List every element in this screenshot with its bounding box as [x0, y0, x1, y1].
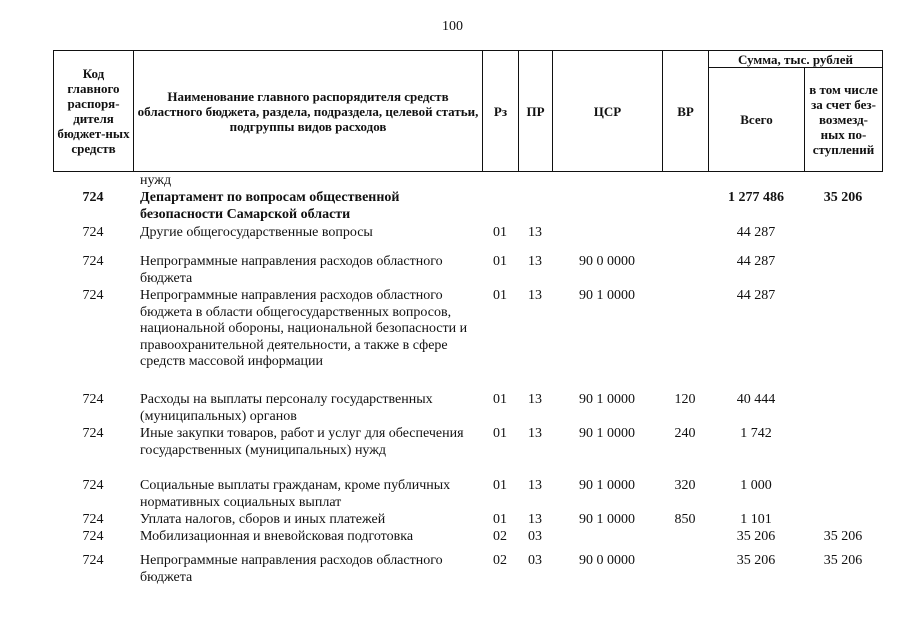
cell-pr: 13 [528, 288, 542, 303]
cell-free: 35 206 [823, 529, 863, 544]
cell-pr: 13 [528, 512, 542, 527]
cell-code: 724 [82, 225, 104, 240]
cell-total: 1 000 [740, 478, 772, 493]
header-code: Код главного распоря-дителя бюджет-ных средств [54, 51, 134, 172]
cell-code: 724 [82, 553, 104, 568]
table-header [53, 50, 883, 172]
cell-code: 724 [82, 426, 104, 441]
cell-pr: 13 [528, 225, 542, 240]
cell-vr: 120 [674, 392, 696, 407]
cell-rz: 01 [493, 392, 507, 407]
cell-rz: 01 [493, 478, 507, 493]
header-vr: ВР [663, 51, 709, 172]
cell-name: Непрограммные направления расходов областного бюджета [140, 553, 443, 585]
cell-name: Иные закупки товаров, работ и услуг для обеспечения государственных (муниципальных) нужд [140, 426, 464, 458]
cell-total: 40 444 [736, 392, 776, 407]
cell-csr: 90 0 0000 [579, 553, 635, 568]
cell-rz: 01 [493, 288, 507, 303]
cell-csr: 90 1 0000 [579, 426, 635, 441]
cell-rz: 01 [493, 426, 507, 441]
cell-csr: 90 1 0000 [579, 478, 635, 493]
cell-name: Непрограммные направления расходов областного бюджета [140, 254, 443, 286]
header-pr: ПР [519, 51, 553, 172]
cell-csr: 90 0 0000 [579, 254, 635, 269]
cell-total: 1 101 [740, 512, 772, 527]
cell-total: 35 206 [736, 529, 776, 544]
cell-csr: 90 1 0000 [579, 512, 635, 527]
cell-name: Мобилизационная и вневойсковая подготовка [140, 529, 414, 544]
cell-pr: 13 [528, 392, 542, 407]
cell-rz: 01 [493, 254, 507, 269]
header-free: в том числе за счет без-возмезд-ных по-ступлений [805, 68, 883, 172]
cell-name: Непрограммные направления расходов областного бюджета в области общегосударственных вопросов, национальной обороны, национальной безопасности и правоохранительной деятельности, а также в сфере средств массовой информации [140, 288, 468, 370]
cell-code: 724 [82, 529, 104, 544]
cell-rz: 01 [493, 225, 507, 240]
cell-csr: 90 1 0000 [579, 392, 635, 407]
cell-name: Расходы на выплаты персоналу государственных (муниципальных) органов [140, 392, 433, 424]
cell-pr: 03 [528, 553, 542, 568]
cell-total: 1 742 [740, 426, 772, 441]
page-number: 100 [442, 19, 463, 34]
cell-vr: 240 [674, 426, 696, 441]
cell-rz: 01 [493, 512, 507, 527]
header-rz: Рз [483, 51, 519, 172]
cell-csr: 90 1 0000 [579, 288, 635, 303]
cell-free: 35 206 [823, 190, 863, 205]
cell-code: 724 [82, 478, 104, 493]
header-sum: Сумма, тыс. рублей [709, 51, 883, 68]
cell-free: 35 206 [823, 553, 863, 568]
cell-pr: 13 [528, 478, 542, 493]
cell-name: нужд [140, 173, 172, 188]
cell-code: 724 [82, 288, 104, 303]
header-total: Всего [709, 68, 805, 172]
cell-total: 1 277 486 [728, 190, 784, 205]
header-csr: ЦСР [553, 51, 663, 172]
cell-code: 724 [82, 392, 104, 407]
cell-total: 35 206 [736, 553, 776, 568]
cell-total: 44 287 [736, 288, 776, 303]
cell-pr: 13 [528, 254, 542, 269]
cell-total: 44 287 [736, 225, 776, 240]
cell-vr: 850 [674, 512, 696, 527]
cell-total: 44 287 [736, 254, 776, 269]
cell-name: Социальные выплаты гражданам, кроме публичных нормативных социальных выплат [140, 478, 451, 510]
cell-name: Департамент по вопросам общественной безопасности Самарской области [140, 190, 400, 222]
cell-name: Уплата налогов, сборов и иных платежей [140, 512, 386, 527]
header-name: Наименование главного распорядителя средств областного бюджета, раздела, подраздела, целевой статьи, подгруппы видов расходов [134, 51, 483, 172]
cell-name: Другие общегосударственные вопросы [140, 225, 373, 240]
cell-pr: 03 [528, 529, 542, 544]
cell-code: 724 [82, 512, 104, 527]
cell-code: 724 [82, 190, 104, 205]
cell-pr: 13 [528, 426, 542, 441]
cell-rz: 02 [493, 529, 507, 544]
cell-rz: 02 [493, 553, 507, 568]
cell-vr: 320 [674, 478, 696, 493]
cell-code: 724 [82, 254, 104, 269]
